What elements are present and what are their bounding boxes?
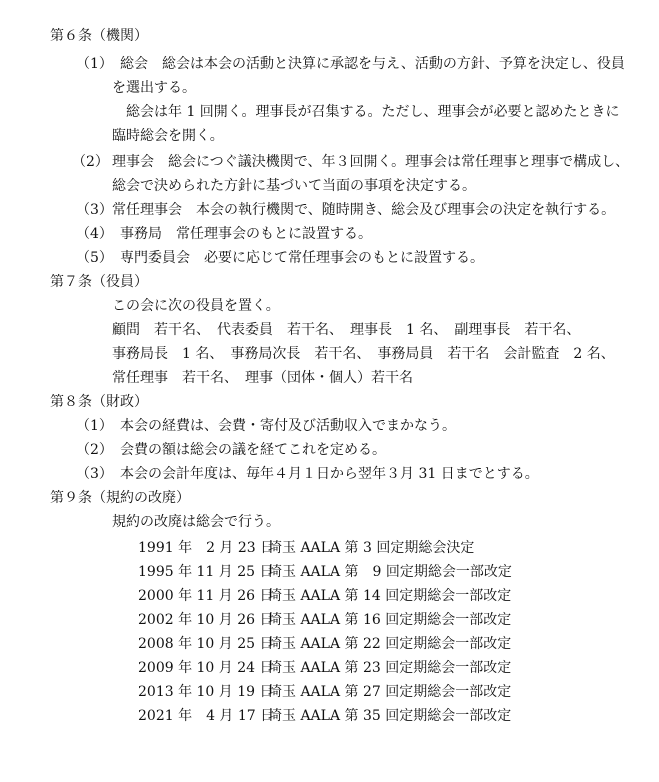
revision-history-row xyxy=(138,634,511,654)
revision-event: 埼玉 AALA 第 9 回定期総会一部改定 xyxy=(268,564,512,580)
revision-date: 1991 年 2 月 23 日 xyxy=(138,540,275,556)
article-6-item-4-number: （4） xyxy=(76,226,113,242)
article-8-item-1-text: 本会の経費は、会費・寄付及び活動収入でまかなう。 xyxy=(120,418,456,434)
revision-history-row xyxy=(138,538,474,558)
article-6-item-1-line-4: 臨時総会を開く。 xyxy=(112,128,224,144)
revision-history-row xyxy=(138,682,511,702)
article-7-officers-line-3: 常任理事 若干名、 理事（団体・個人）若干名 xyxy=(112,370,413,386)
revision-event: 埼玉 AALA 第 22 回定期総会一部改定 xyxy=(268,636,512,652)
article-8-item-2-text: 会費の額は総会の議を経てこれを定める。 xyxy=(120,442,386,458)
revision-date: 2009 年 10 月 24 日 xyxy=(138,660,274,676)
article-6-item-5-line-1: 専門委員会 必要に応じて常任理事会のもとに設置する。 xyxy=(120,250,484,266)
article-6-item-1-line-2: を選出する。 xyxy=(112,80,196,96)
article-6-item-1-line-3: 総会は年 1 回開く。理事長が召集する。ただし、理事会が必要と認めたときに xyxy=(126,104,620,120)
revision-date: 2013 年 10 月 19 日 xyxy=(138,684,274,700)
article-6-item-5-number: （5） xyxy=(76,250,113,266)
article-8-heading: 第８条（財政） xyxy=(50,394,148,410)
revision-history-row xyxy=(138,658,511,678)
revision-history-row xyxy=(138,706,511,726)
article-6-heading: 第６条（機関） xyxy=(50,28,148,44)
article-7-officers-line-1: 顧問 若干名、 代表委員 若干名、 理事長 1 名、 副理事長 若干名、 xyxy=(112,322,581,338)
article-6-item-2-number: （2） xyxy=(72,154,109,170)
article-7-intro: この会に次の役員を置く。 xyxy=(112,298,280,314)
article-6-item-3-line-1: 常任理事会 本会の執行機関で、随時開き、総会及び理事会の決定を執行する。 xyxy=(112,202,616,218)
revision-date: 2002 年 10 月 26 日 xyxy=(138,612,274,628)
revision-event: 埼玉 AALA 第 35 回定期総会一部改定 xyxy=(268,708,512,724)
article-7-officers-line-2: 事務局長 1 名、 事務局次長 若干名、 事務局員 若干名 会計監査 2 名、 xyxy=(112,346,615,362)
article-6-item-2-line-2: 総会で決められた方針に基づいて当面の事項を決定する。 xyxy=(112,178,476,194)
article-6-item-1-line-1: 総会 総会は本会の活動と決算に承認を与え、活動の方針、予算を決定し、役員 xyxy=(120,56,625,72)
revision-date: 2000 年 11 月 26 日 xyxy=(138,588,274,604)
article-6-item-3-number: （3） xyxy=(76,202,113,218)
article-8-item-3-text: 本会の会計年度は、毎年４月１日から翌年３月 31 日までとする。 xyxy=(120,466,539,482)
revision-event: 埼玉 AALA 第 27 回定期総会一部改定 xyxy=(268,684,512,700)
article-8-item-2-number: （2） xyxy=(76,442,113,458)
revision-date: 1995 年 11 月 25 日 xyxy=(138,564,274,580)
article-6-item-4-line-1: 事務局 常任理事会のもとに設置する。 xyxy=(120,226,372,242)
revision-history-row xyxy=(138,610,511,630)
revision-history-row xyxy=(138,562,512,582)
article-8-item-1-number: （1） xyxy=(76,418,113,434)
revision-event: 埼玉 AALA 第 16 回定期総会一部改定 xyxy=(268,612,512,628)
revision-date: 2021 年 4 月 17 日 xyxy=(138,708,275,724)
article-6-item-1-number: （1） xyxy=(76,56,113,72)
revision-event: 埼玉 AALA 第 14 回定期総会一部改定 xyxy=(268,588,512,604)
revision-date: 2008 年 10 月 25 日 xyxy=(138,636,274,652)
article-9-heading: 第９条（規約の改廃） xyxy=(50,490,190,506)
article-7-heading: 第７条（役員） xyxy=(50,274,148,290)
article-9-intro: 規約の改廃は総会で行う。 xyxy=(112,514,280,530)
article-8-item-3-number: （3） xyxy=(76,466,113,482)
revision-event: 埼玉 AALA 第 3 回定期総会決定 xyxy=(268,540,475,556)
article-6-item-2-line-1: 理事会 総会につぐ議決機関で、年３回開く。理事会は常任理事と理事で構成し、 xyxy=(112,154,630,170)
revision-event: 埼玉 AALA 第 23 回定期総会一部改定 xyxy=(268,660,512,676)
revision-history-row xyxy=(138,586,511,606)
